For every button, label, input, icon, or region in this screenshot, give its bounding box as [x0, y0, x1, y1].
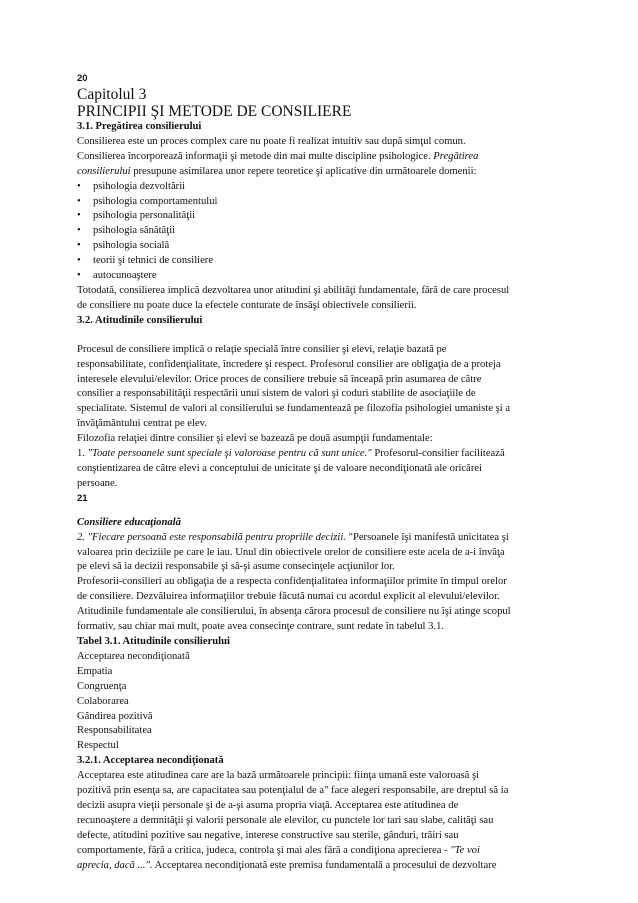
list-item: • psihologia socială	[77, 240, 170, 252]
list-item: • psihologia comportamentului	[77, 195, 218, 207]
paragraph-line: aprecia, dacă ...". Acceptarea necondiţionată este premisa fundamentală a procesului de dezvoltare	[77, 859, 497, 871]
paragraph-line: Consilierea încorporează informaţii şi metode din mai multe discipline psihologice. Pregătirea	[77, 150, 479, 162]
subsection-heading: Consiliere educaţională	[77, 516, 181, 528]
section-heading-3-2-1: 3.2.1. Acceptarea necondiţionată	[77, 755, 224, 767]
paragraph-line: Atitudinile fundamentale ale consilierului, în absenţa cărora procesul de consiliere nu îşi atinge scopul	[77, 606, 511, 618]
document-page	[77, 72, 572, 874]
bullet-list	[77, 180, 572, 284]
paragraph-line: Totodată, consilierea implică dezvoltarea unor atitudini şi abilităţi fundamentale, fără de care procesul	[77, 284, 510, 296]
paragraph-line: Consilierea este un proces complex care nu poate fi realizat intuitiv sau după simţul comun.	[77, 135, 466, 147]
paragraph-line: defecte, atitudini pozitive sau negative, interese constructive sau sterile, gânduri, trăiri sau	[77, 829, 459, 841]
table-row: Gândirea pozitivă	[77, 710, 153, 722]
paragraph-line: învăţământului centrat pe elev.	[77, 418, 207, 430]
table-row: Responsabilitatea	[77, 725, 152, 737]
paragraph-line: pozitivă prin esenţa sa, are capacitatea sau potenţialul de a" face alegeri responsabile, are dreptul să ia	[77, 785, 509, 797]
paragraph-line: 1. "Toate persoanele sunt speciale şi valoroase pentru că sunt unice." Profesorul-consilier facilitează	[77, 448, 505, 460]
paragraph-line: de consiliere. Dezvăluirea informaţiilor trebuie făcută numai cu acordul explicit al elevului/elevilor.	[77, 591, 500, 603]
section-heading-3-2: 3.2. Atitudinile consilierului	[77, 314, 203, 326]
paragraph-line: 2. "Fiecare persoană este responsabilă pentru propriile decizii. "Persoanele îşi manifestă unicitatea şi	[77, 531, 509, 543]
table-row: Respectul	[77, 740, 119, 752]
paragraph-line: de consiliere nu poate duce la efectele conturate de însăşi obiectivele consilierii.	[77, 299, 417, 311]
page-number: 20	[77, 73, 88, 84]
paragraph-line: Procesul de consiliere implică o relaţie specială între consilier şi elevi, relaţie bazată pe	[77, 343, 447, 355]
attitudes-table	[77, 650, 572, 754]
paragraph-line: decizii asupra vieţii personale şi de a-şi asuma propria viaţă. Acceptarea este atitudinea de	[77, 799, 459, 811]
paragraph-line: interesele elevului/elevilor. Orice proces de consiliere trebuie să înceapă prin asumarea de către	[77, 373, 482, 385]
paragraph-line: Profesorii-consilieri au obligaţia de a respecta confidenţialitatea informaţiilor primite în timpul orelor	[77, 576, 507, 588]
table-row: Congruenţa	[77, 680, 127, 692]
paragraph-line: consilier a responsabilităţii respectării unui sistem de valori şi coduri stabilite de asociaţiile de	[77, 388, 476, 400]
list-item: • psihologia personalităţii	[77, 210, 196, 222]
list-item: • teorii şi tehnici de consiliere	[77, 255, 214, 267]
list-item: • psihologia dezvoltării	[77, 180, 186, 192]
chapter-label: Capitolul 3	[77, 86, 147, 103]
paragraph-line: specialitate. Sistemul de valori al consilierului se fundamentează pe filozofia psihologiei umaniste şi a	[77, 403, 511, 415]
list-item: • psihologia sănătăţii	[77, 225, 176, 237]
paragraph-line: comportamente, fără a critica, judeca, controla şi mai ales fără a condiţiona aprecierea - "Te voi	[77, 844, 480, 856]
page-number: 21	[77, 492, 88, 504]
paragraph-line: formativ, sau chiar mai mult, poate avea consecinţe contrare, sunt redate în tabelul 3.1.	[77, 621, 445, 633]
paragraph-line: responsabilitate, confidenţialitate, încredere şi respect. Profesorul consilier are obligaţia de a proteja	[77, 358, 501, 370]
table-row: Empatia	[77, 665, 113, 677]
paragraph-line: Filozofia relaţiei dintre consilier şi elevi se bazează pe două asumpţii fundamentale:	[77, 433, 433, 445]
paragraph-line: consilierului presupune asimilarea unor repere teoretice şi aplicative din următoarele domenii:	[77, 165, 477, 177]
paragraph-line: Acceptarea este atitudinea care are la bază următoarele principii: fiinţa umană este valoroasă şi	[77, 770, 480, 782]
table-title: Tabel 3.1. Atitudinile consilierului	[77, 636, 230, 647]
paragraph-line: pe elevi să ia decizii responsabile şi să-şi asume consecinţele acţiunilor lor.	[77, 561, 395, 573]
paragraph-line: valoarea prin deciziile pe care le iau. Unul din obiectivele orelor de consiliere este acela de a-i învăţa	[77, 546, 505, 558]
table-row: Colaborarea	[77, 695, 129, 707]
section-heading-3-1: 3.1. Pregătirea consilierului	[77, 121, 202, 132]
paragraph-line: persoane.	[77, 477, 118, 489]
paragraph-line: conştientizarea de către elevi a conceptului de unicitate şi de valoare necondiţionată ale oricărei	[77, 462, 483, 474]
list-item: • autocunoaştere	[77, 270, 157, 282]
chapter-title: PRINCIPII ŞI METODE DE CONSILIERE	[77, 103, 352, 120]
paragraph-line: recunoaştere a demnităţii şi valorii personale ale elevilor, cu punctele lor tari sau slabe, calităţi sau	[77, 814, 494, 826]
table-row: Acceptarea necondiţionată	[77, 650, 190, 662]
